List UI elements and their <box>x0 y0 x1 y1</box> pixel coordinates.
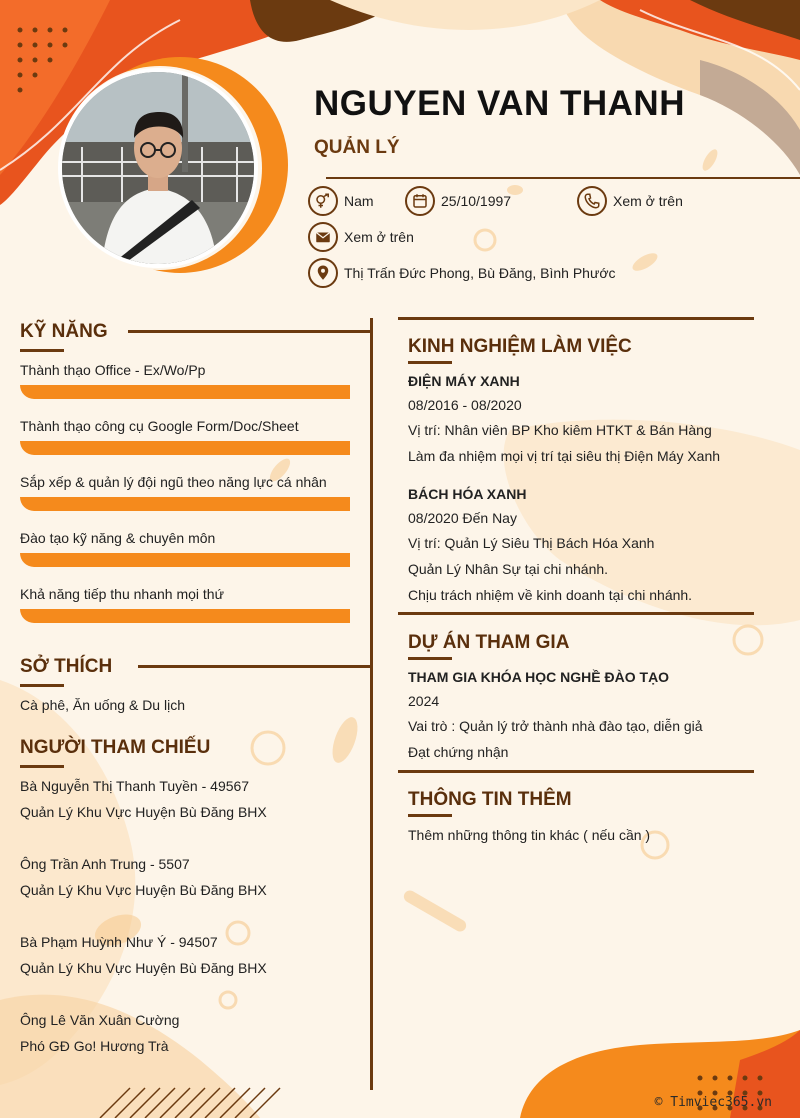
reference-name: Ông Trần Anh Trung - 5507 <box>20 856 190 872</box>
project-detail: Đạt chứng nhận <box>408 744 509 760</box>
skill-label: Thành thạo Office - Ex/Wo/Pp <box>20 362 206 378</box>
candidate-role: QUẢN LÝ <box>314 137 400 158</box>
reference-name: Bà Phạm Huỳnh Như Ý - 94507 <box>20 934 218 950</box>
skills-title: KỸ NĂNG <box>20 321 108 342</box>
job-detail: Quản Lý Nhân Sự tại chi nhánh. <box>408 561 609 577</box>
mail-icon <box>308 222 338 252</box>
skill-level-bar <box>20 609 350 623</box>
project-year: 2024 <box>408 693 440 709</box>
contact-birthday <box>405 186 511 216</box>
header-divider <box>326 177 800 179</box>
job-detail: Vị trí: Quản Lý Siêu Thị Bách Hóa Xanh <box>408 535 655 551</box>
skill-label: Thành thạo công cụ Google Form/Doc/Sheet <box>20 418 299 434</box>
hobbies-title: SỞ THÍCH <box>20 656 113 677</box>
job-period: 08/2016 - 08/2020 <box>408 397 522 413</box>
reference-name: Ông Lê Văn Xuân Cường <box>20 1012 180 1028</box>
project-name: THAM GIA KHÓA HỌC NGHỀ ĐÀO TẠO <box>408 669 670 685</box>
contact-phone <box>577 186 683 216</box>
gender-value: Nam <box>344 193 374 209</box>
job-detail: Chịu trách nhiệm về kinh doanh tại chi nhánh. <box>408 587 693 603</box>
skill-label: Khả năng tiếp thu nhanh mọi thứ <box>20 586 224 602</box>
skill-level-bar <box>20 553 350 567</box>
experience-title: KINH NGHIỆM LÀM VIỆC <box>408 336 632 357</box>
candidate-name: NGUYEN VAN THANH <box>314 84 685 123</box>
skill-label: Sắp xếp & quản lý đội ngũ theo năng lực cá nhân <box>20 474 327 490</box>
job-company: BÁCH HÓA XANH <box>408 486 527 502</box>
extra-text: Thêm những thông tin khác ( nếu cần ) <box>408 827 651 843</box>
avatar <box>62 72 254 264</box>
reference-position: Quản Lý Khu Vực Huyện Bù Đăng BHX <box>20 804 267 820</box>
portrait-illustration <box>62 72 254 264</box>
experience-top-line <box>398 317 754 320</box>
phone-icon <box>577 186 607 216</box>
hobbies-title-line <box>138 665 372 668</box>
reference-position: Phó GĐ Go! Hương Trà <box>20 1038 169 1054</box>
contact-gender <box>308 186 374 216</box>
projects-top-line <box>398 612 754 615</box>
projects-title: DỰ ÁN THAM GIA <box>408 632 570 653</box>
project-detail: Vai trò : Quản lý trở thành nhà đào tạo, diễn giả <box>408 718 703 734</box>
job-detail: Làm đa nhiệm mọi vị trí tại siêu thị Điện Máy Xanh <box>408 448 721 464</box>
location-icon <box>308 258 338 288</box>
experience-title-underline <box>408 361 452 364</box>
profile-photo <box>58 68 258 268</box>
extra-title: THÔNG TIN THÊM <box>408 789 572 810</box>
reference-position: Quản Lý Khu Vực Huyện Bù Đăng BHX <box>20 960 267 976</box>
watermark: © Timviec365.vn <box>654 1095 772 1110</box>
references-title: NGƯỜI THAM CHIẾU <box>20 737 211 758</box>
job-detail: Vị trí: Nhân viên BP Kho kiêm HTKT & Bán Hàng <box>408 422 712 438</box>
skills-title-line <box>128 330 372 333</box>
job-period: 08/2020 Đến Nay <box>408 510 517 526</box>
reference-name: Bà Nguyễn Thị Thanh Tuyền - 49567 <box>20 778 250 794</box>
skill-level-bar <box>20 385 350 399</box>
calendar-icon <box>405 186 435 216</box>
contact-email <box>308 222 414 252</box>
skill-level-bar <box>20 497 350 511</box>
job-company: ĐIỆN MÁY XANH <box>408 373 520 389</box>
skill-label: Đào tạo kỹ năng & chuyên môn <box>20 530 216 546</box>
gender-icon <box>308 186 338 216</box>
email-value: Xem ở trên <box>344 229 414 245</box>
address-value: Thị Trấn Đức Phong, Bù Đăng, Bình Phước <box>344 265 616 281</box>
phone-value: Xem ở trên <box>613 193 683 209</box>
birthday-value: 25/10/1997 <box>441 193 512 209</box>
extra-top-line <box>398 770 754 773</box>
skills-title-underline <box>20 349 64 352</box>
hobbies-title-underline <box>20 684 64 687</box>
extra-title-underline <box>408 814 452 817</box>
hobbies-text: Cà phê, Ăn uống & Du lịch <box>20 697 185 713</box>
projects-title-underline <box>408 657 452 660</box>
references-title-underline <box>20 765 64 768</box>
reference-position: Quản Lý Khu Vực Huyện Bù Đăng BHX <box>20 882 267 898</box>
column-divider <box>370 318 373 1090</box>
contact-address <box>308 258 616 288</box>
skill-level-bar <box>20 441 350 455</box>
